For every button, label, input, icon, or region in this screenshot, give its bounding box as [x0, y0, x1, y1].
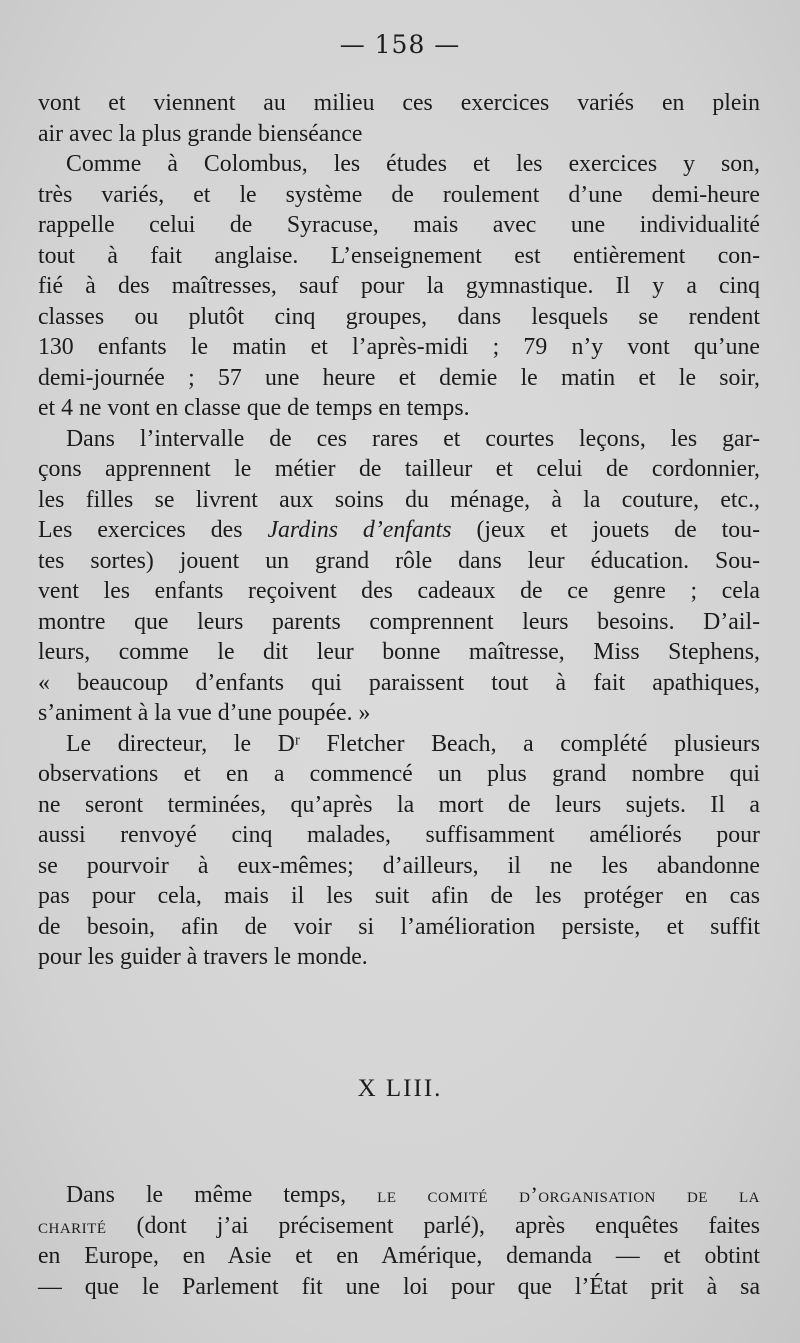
- text-line: aussi renvoyé cinq malades, suffisamment améliorés pour: [38, 822, 760, 848]
- text-line: se pourvoir à eux-mêmes; d’ailleurs, il ne les abandonne: [38, 852, 760, 879]
- text-line: pour les guider à travers le monde.: [38, 944, 368, 970]
- text-line: — que le Parlement fit une loi pour que l’État prit à sa: [38, 1273, 760, 1300]
- text-fragment: (jeux et jouets de tou-: [451, 517, 760, 543]
- text-line: pas pour cela, mais il les suit afin de les protéger en cas: [38, 883, 760, 909]
- text-line: Dans l’intervalle de ces rares et courtes leçons, les gar-: [66, 425, 760, 452]
- text-line-with-smallcaps: [38, 1211, 760, 1242]
- text-line: tes sortes) jouent un grand rôle dans leur éducation. Sou-: [38, 547, 760, 574]
- section-heading: X LIII.: [357, 1075, 443, 1102]
- text-line: « beaucoup d’enfants qui paraissent tout à fait apathiques,: [38, 669, 760, 696]
- text-line: demi-journée ; 57 une heure et demie le matin et le soir,: [38, 364, 760, 391]
- text-line: çons apprennent le métier de tailleur et celui de cordonnier,: [38, 456, 760, 482]
- section-text: [38, 1180, 760, 1302]
- italic-term: Jardins d’enfants: [267, 517, 452, 543]
- text-line: rappelle celui de Syracuse, mais avec une individualité: [38, 212, 760, 238]
- text-line: les filles se livrent aux soins du ménage, à la couture, etc.,: [38, 486, 760, 513]
- text-line: s’animent à la vue d’une poupée. »: [38, 700, 371, 726]
- text-line: air avec la plus grande bienséance: [38, 120, 363, 147]
- text-line-with-smallcaps: [38, 1180, 760, 1211]
- text-line: tout à fait anglaise. L’enseignement est entièrement con-: [38, 242, 760, 269]
- text-line: observations et en a commencé un plus grand nombre qui: [38, 761, 760, 787]
- text-line: Comme à Colombus, les études et les exercices y son,: [66, 151, 760, 177]
- text-line: Le directeur, le Dʳ Fletcher Beach, a complété plusieurs: [66, 730, 760, 757]
- text-line: et 4 ne vont en classe que de temps en temps.: [38, 395, 470, 421]
- smallcaps-term: charité: [38, 1212, 107, 1238]
- body-text: [38, 88, 760, 973]
- text-line: très variés, et le système de roulement d’une demi-heure: [38, 181, 760, 208]
- text-line: ne seront terminées, qu’après la mort de leurs sujets. Il a: [38, 791, 760, 818]
- text-line: leurs, comme le dit leur bonne maîtresse, Miss Stephens,: [38, 639, 760, 665]
- text-fragment: (dont j’ai précisement parlé), après enquêtes faites: [106, 1212, 760, 1239]
- text-line: 130 enfants le matin et l’après-midi ; 79 n’y vont qu’une: [38, 334, 760, 360]
- text-line: vont et viennent au milieu ces exercices variés en plein: [38, 90, 760, 116]
- smallcaps-term: le comité d’organisation de la: [377, 1182, 760, 1207]
- text-fragment: Dans le même temps,: [66, 1182, 378, 1208]
- text-line: fié à des maîtresses, sauf pour la gymnastique. Il y a cinq: [38, 273, 760, 299]
- text-line: vent les enfants reçoivent des cadeaux de ce genre ; cela: [38, 578, 760, 604]
- text-fragment: Les exercices des: [38, 517, 268, 543]
- text-line: montre que leurs parents comprennent leurs besoins. D’ail-: [38, 608, 760, 635]
- text-line: de besoin, afin de voir si l’amélioration persiste, et suffit: [38, 913, 760, 940]
- page-number: — 158 —: [339, 30, 461, 59]
- text-line: classes ou plutôt cinq groupes, dans lesquels se rendent: [38, 303, 760, 330]
- text-line-with-italic: [38, 515, 760, 546]
- text-line: en Europe, en Asie et en Amérique, demanda — et obtint: [38, 1243, 760, 1269]
